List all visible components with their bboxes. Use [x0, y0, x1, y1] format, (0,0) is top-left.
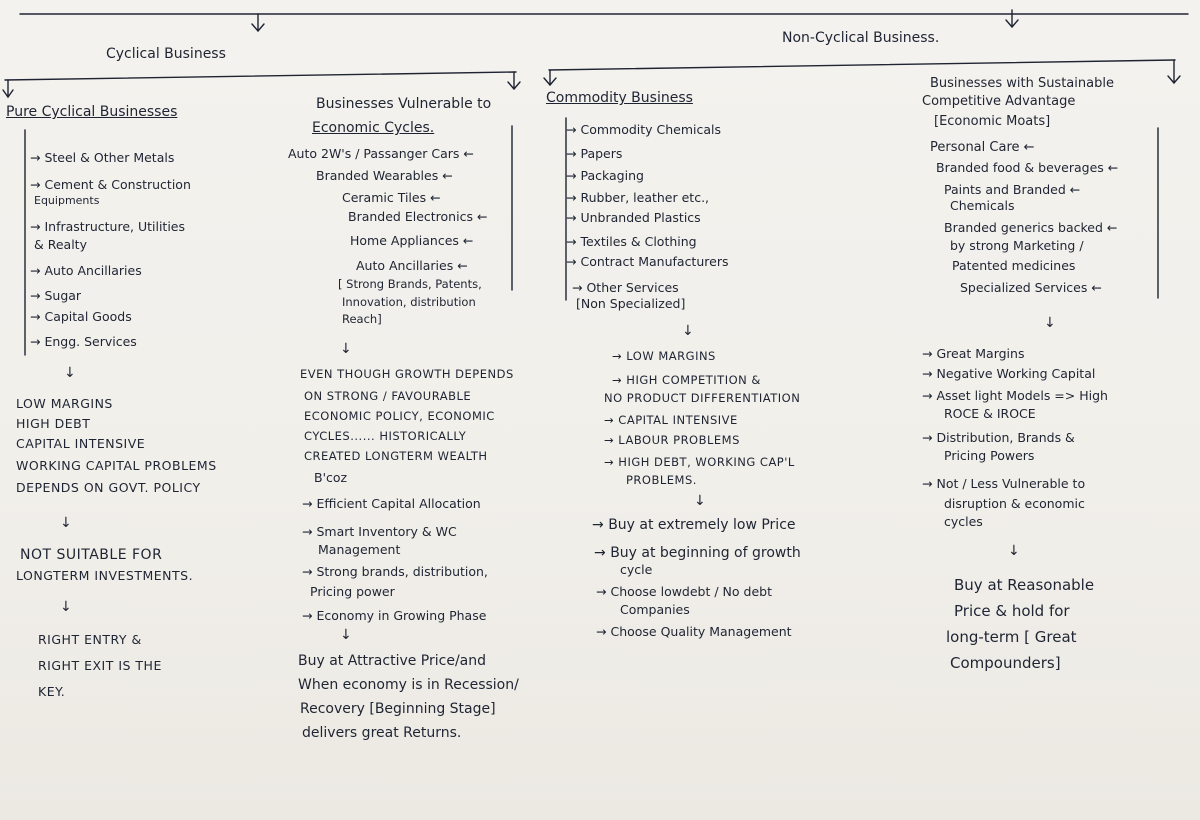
arrow-right-icon: →: [30, 288, 41, 303]
noncyclical-left-drop: [544, 70, 556, 85]
top-right-drop: [1006, 10, 1018, 27]
commodity-buy: → Choose lowdebt / No debt: [596, 584, 772, 599]
pure-item: → Auto Ancillaries: [30, 263, 142, 278]
arrow-right-icon: →: [302, 524, 313, 539]
arrow-right-icon: →: [566, 122, 577, 137]
arrow-right-icon: →: [302, 496, 313, 511]
arrow-right-icon: →: [30, 309, 41, 324]
vulnerable-growth: ECONOMIC POLICY, ECONOMIC: [304, 409, 495, 423]
commodity-item: → Rubber, leather etc.,: [566, 190, 710, 205]
commodity-trait-cont: NO PRODUCT DIFFERENTIATION: [604, 391, 801, 405]
arrow-right-icon: →: [302, 564, 313, 579]
vulnerable-reason: → Smart Inventory & WC: [302, 524, 457, 539]
arrow-down-icon: ↓: [340, 627, 352, 643]
cyclical-left-drop: [3, 80, 13, 97]
moat-item-cont: Patented medicines: [952, 258, 1076, 273]
arrow-left-icon: ←: [457, 258, 468, 273]
moat-trait-cont: disruption & economic: [944, 496, 1085, 511]
pure-key: KEY.: [38, 684, 66, 699]
moat-trait: → Asset light Models => High: [922, 388, 1108, 403]
pure-key: RIGHT ENTRY &: [38, 632, 142, 647]
commodity-item: → Unbranded Plastics: [566, 210, 701, 225]
commodity-trait: → LOW MARGINS: [612, 349, 716, 363]
arrow-right-icon: →: [566, 254, 577, 269]
moat-item: Branded generics backed ←: [944, 220, 1118, 235]
arrow-right-icon: →: [612, 373, 623, 387]
vulnerable-reason-cont: Management: [318, 542, 401, 557]
moat-buy: Price & hold for: [954, 602, 1070, 620]
moat-trait-cont: Pricing Powers: [944, 448, 1035, 463]
vulnerable-item: Auto Ancillaries ←: [356, 258, 468, 273]
arrow-right-icon: →: [566, 234, 577, 249]
arrow-down-icon: ↓: [60, 599, 72, 615]
commodity-item: → Papers: [566, 146, 623, 161]
moat-trait: → Negative Working Capital: [922, 366, 1096, 381]
commodity-buy: → Buy at extremely low Price: [592, 517, 796, 533]
arrow-down-icon: ↓: [694, 493, 706, 509]
moat-item: Paints and Branded ←: [944, 182, 1081, 197]
arrow-right-icon: →: [30, 219, 41, 234]
arrow-right-icon: →: [592, 517, 604, 533]
moat-trait-cont: cycles: [944, 514, 983, 529]
vulnerable-note: Innovation, distribution: [342, 295, 476, 309]
noncyclical-branch-line: [549, 60, 1175, 70]
arrow-right-icon: →: [922, 388, 933, 403]
moat-buy: Compounders]: [950, 654, 1061, 672]
moat-trait: → Distribution, Brands &: [922, 430, 1075, 445]
top-left-drop: [252, 14, 264, 31]
vulnerable-reason: → Efficient Capital Allocation: [302, 496, 481, 511]
commodity-note: [Non Specialized]: [576, 296, 686, 311]
arrow-left-icon: ←: [1106, 220, 1118, 235]
arrow-left-icon: ←: [462, 233, 474, 248]
commodity-title: Commodity Business: [546, 90, 693, 106]
vulnerable-reason: → Economy in Growing Phase: [302, 608, 487, 623]
vulnerable-item: Branded Wearables ←: [316, 168, 453, 183]
moat-title: Competitive Advantage: [922, 94, 1076, 109]
arrow-down-icon: ↓: [64, 365, 76, 381]
moat-item: Specialized Services ←: [960, 280, 1102, 295]
pure-cyclical-title: Pure Cyclical Businesses: [6, 104, 178, 120]
vulnerable-item: Home Appliances ←: [350, 233, 474, 248]
vulnerable-growth: B'coz: [314, 470, 348, 485]
noncyclical-right-drop: [1168, 60, 1180, 83]
arrow-right-icon: →: [302, 608, 313, 623]
commodity-item: → Commodity Chemicals: [566, 122, 722, 137]
pure-verdict: LONGTERM INVESTMENTS.: [16, 568, 194, 583]
vulnerable-growth: EVEN THOUGH GROWTH DEPENDS: [300, 367, 514, 381]
commodity-buy-cont: cycle: [620, 562, 653, 577]
arrow-right-icon: →: [922, 476, 933, 491]
vulnerable-item: Branded Electronics ←: [348, 209, 488, 224]
vulnerable-item: Ceramic Tiles ←: [342, 190, 441, 205]
moat-title: Businesses with Sustainable: [930, 76, 1114, 91]
pure-trait: CAPITAL INTENSIVE: [16, 436, 146, 451]
moat-trait: → Great Margins: [922, 346, 1025, 361]
vulnerable-growth: CREATED LONGTERM WEALTH: [304, 449, 488, 463]
commodity-trait: → HIGH COMPETITION &: [612, 373, 761, 387]
arrow-right-icon: →: [30, 334, 41, 349]
moat-item: Branded food & beverages ←: [936, 160, 1119, 175]
arrow-left-icon: ←: [1069, 182, 1081, 197]
arrow-right-icon: →: [604, 433, 615, 447]
moat-trait: → Not / Less Vulnerable to: [922, 476, 1086, 491]
vulnerable-buy: Buy at Attractive Price/and: [298, 653, 487, 669]
arrow-right-icon: →: [596, 584, 607, 599]
commodity-buy-cont: Companies: [620, 602, 690, 617]
arrow-down-icon: ↓: [1044, 315, 1056, 331]
pure-verdict: NOT SUITABLE FOR: [20, 547, 163, 563]
arrow-right-icon: →: [30, 177, 41, 192]
commodity-item: → Textiles & Clothing: [566, 234, 697, 249]
vulnerable-title-2: Economic Cycles.: [312, 120, 435, 136]
commodity-trait: → HIGH DEBT, WORKING CAP'L: [604, 455, 795, 469]
arrow-down-icon: ↓: [682, 323, 694, 339]
commodity-item: → Contract Manufacturers: [566, 254, 729, 269]
cyclical-heading: Cyclical Business: [106, 46, 226, 62]
arrow-right-icon: →: [612, 349, 623, 363]
vulnerable-buy: Recovery [Beginning Stage]: [300, 701, 496, 717]
arrow-down-icon: ↓: [60, 515, 72, 531]
cyclical-branch-line: [5, 72, 516, 80]
arrow-left-icon: ←: [476, 209, 488, 224]
arrow-right-icon: →: [566, 210, 577, 225]
pure-item: → Cement & Construction: [30, 177, 191, 192]
arrow-right-icon: →: [566, 146, 577, 161]
arrow-right-icon: →: [566, 190, 577, 205]
moat-title: [Economic Moats]: [934, 114, 1051, 129]
vulnerable-title: Businesses Vulnerable to: [316, 96, 492, 112]
commodity-trait: → CAPITAL INTENSIVE: [604, 413, 738, 427]
arrow-right-icon: →: [30, 263, 41, 278]
commodity-item: → Packaging: [566, 168, 644, 183]
pure-item-cont: Equipments: [34, 194, 100, 207]
moat-item: Personal Care ←: [930, 140, 1035, 155]
arrow-left-icon: ←: [463, 146, 474, 161]
commodity-buy: → Choose Quality Management: [596, 624, 792, 639]
vulnerable-note: Reach]: [342, 312, 382, 326]
moat-trait-cont: ROCE & IROCE: [944, 406, 1036, 421]
arrow-left-icon: ←: [430, 190, 441, 205]
commodity-trait-cont: PROBLEMS.: [626, 473, 697, 487]
moat-buy: Buy at Reasonable: [954, 576, 1095, 594]
pure-trait: LOW MARGINS: [16, 396, 113, 411]
moat-buy: long-term [ Great: [946, 628, 1077, 646]
pure-item: → Engg. Services: [30, 334, 137, 349]
arrow-left-icon: ←: [1091, 280, 1102, 295]
pure-key: RIGHT EXIT IS THE: [38, 658, 162, 673]
commodity-trait: → LABOUR PROBLEMS: [604, 433, 740, 447]
pure-item: → Sugar: [30, 288, 82, 303]
pure-item: → Infrastructure, Utilities: [30, 219, 185, 234]
arrow-right-icon: →: [596, 624, 607, 639]
arrow-right-icon: →: [594, 545, 606, 561]
vulnerable-growth: ON STRONG / FAVOURABLE: [304, 389, 472, 403]
commodity-item: → Other Services: [572, 280, 679, 295]
pure-item: → Capital Goods: [30, 309, 132, 324]
arrow-right-icon: →: [572, 280, 583, 295]
vulnerable-note: [ Strong Brands, Patents,: [338, 277, 482, 291]
arrow-right-icon: →: [566, 168, 577, 183]
vulnerable-buy: delivers great Returns.: [302, 725, 462, 741]
pure-trait: WORKING CAPITAL PROBLEMS: [16, 458, 217, 473]
vulnerable-buy: When economy is in Recession/: [298, 677, 519, 693]
arrow-right-icon: →: [604, 455, 615, 469]
vulnerable-growth: CYCLES...... HISTORICALLY: [304, 429, 467, 443]
arrow-right-icon: →: [30, 150, 41, 165]
vulnerable-item: Auto 2W's / Passanger Cars ←: [288, 146, 474, 161]
pure-trait: HIGH DEBT: [16, 416, 91, 431]
pure-item: → Steel & Other Metals: [30, 150, 175, 165]
moat-item-cont: by strong Marketing /: [950, 238, 1084, 253]
arrow-right-icon: →: [922, 430, 933, 445]
pure-trait: DEPENDS ON GOVT. POLICY: [16, 480, 201, 495]
moat-item-cont: Chemicals: [950, 198, 1015, 213]
arrow-right-icon: →: [922, 366, 933, 381]
arrow-right-icon: →: [604, 413, 615, 427]
vulnerable-reason-cont: Pricing power: [310, 584, 395, 599]
arrow-down-icon: ↓: [340, 341, 352, 357]
arrow-down-icon: ↓: [1008, 543, 1020, 559]
cyclical-right-drop: [508, 72, 520, 89]
arrow-left-icon: ←: [1023, 140, 1035, 155]
arrow-left-icon: ←: [442, 168, 453, 183]
vulnerable-reason: → Strong brands, distribution,: [302, 564, 488, 579]
arrow-left-icon: ←: [1107, 160, 1119, 175]
noncyclical-heading: Non-Cyclical Business.: [782, 30, 940, 46]
arrow-right-icon: →: [922, 346, 933, 361]
pure-item-cont: & Realty: [34, 237, 87, 252]
commodity-buy: → Buy at beginning of growth: [594, 545, 801, 561]
